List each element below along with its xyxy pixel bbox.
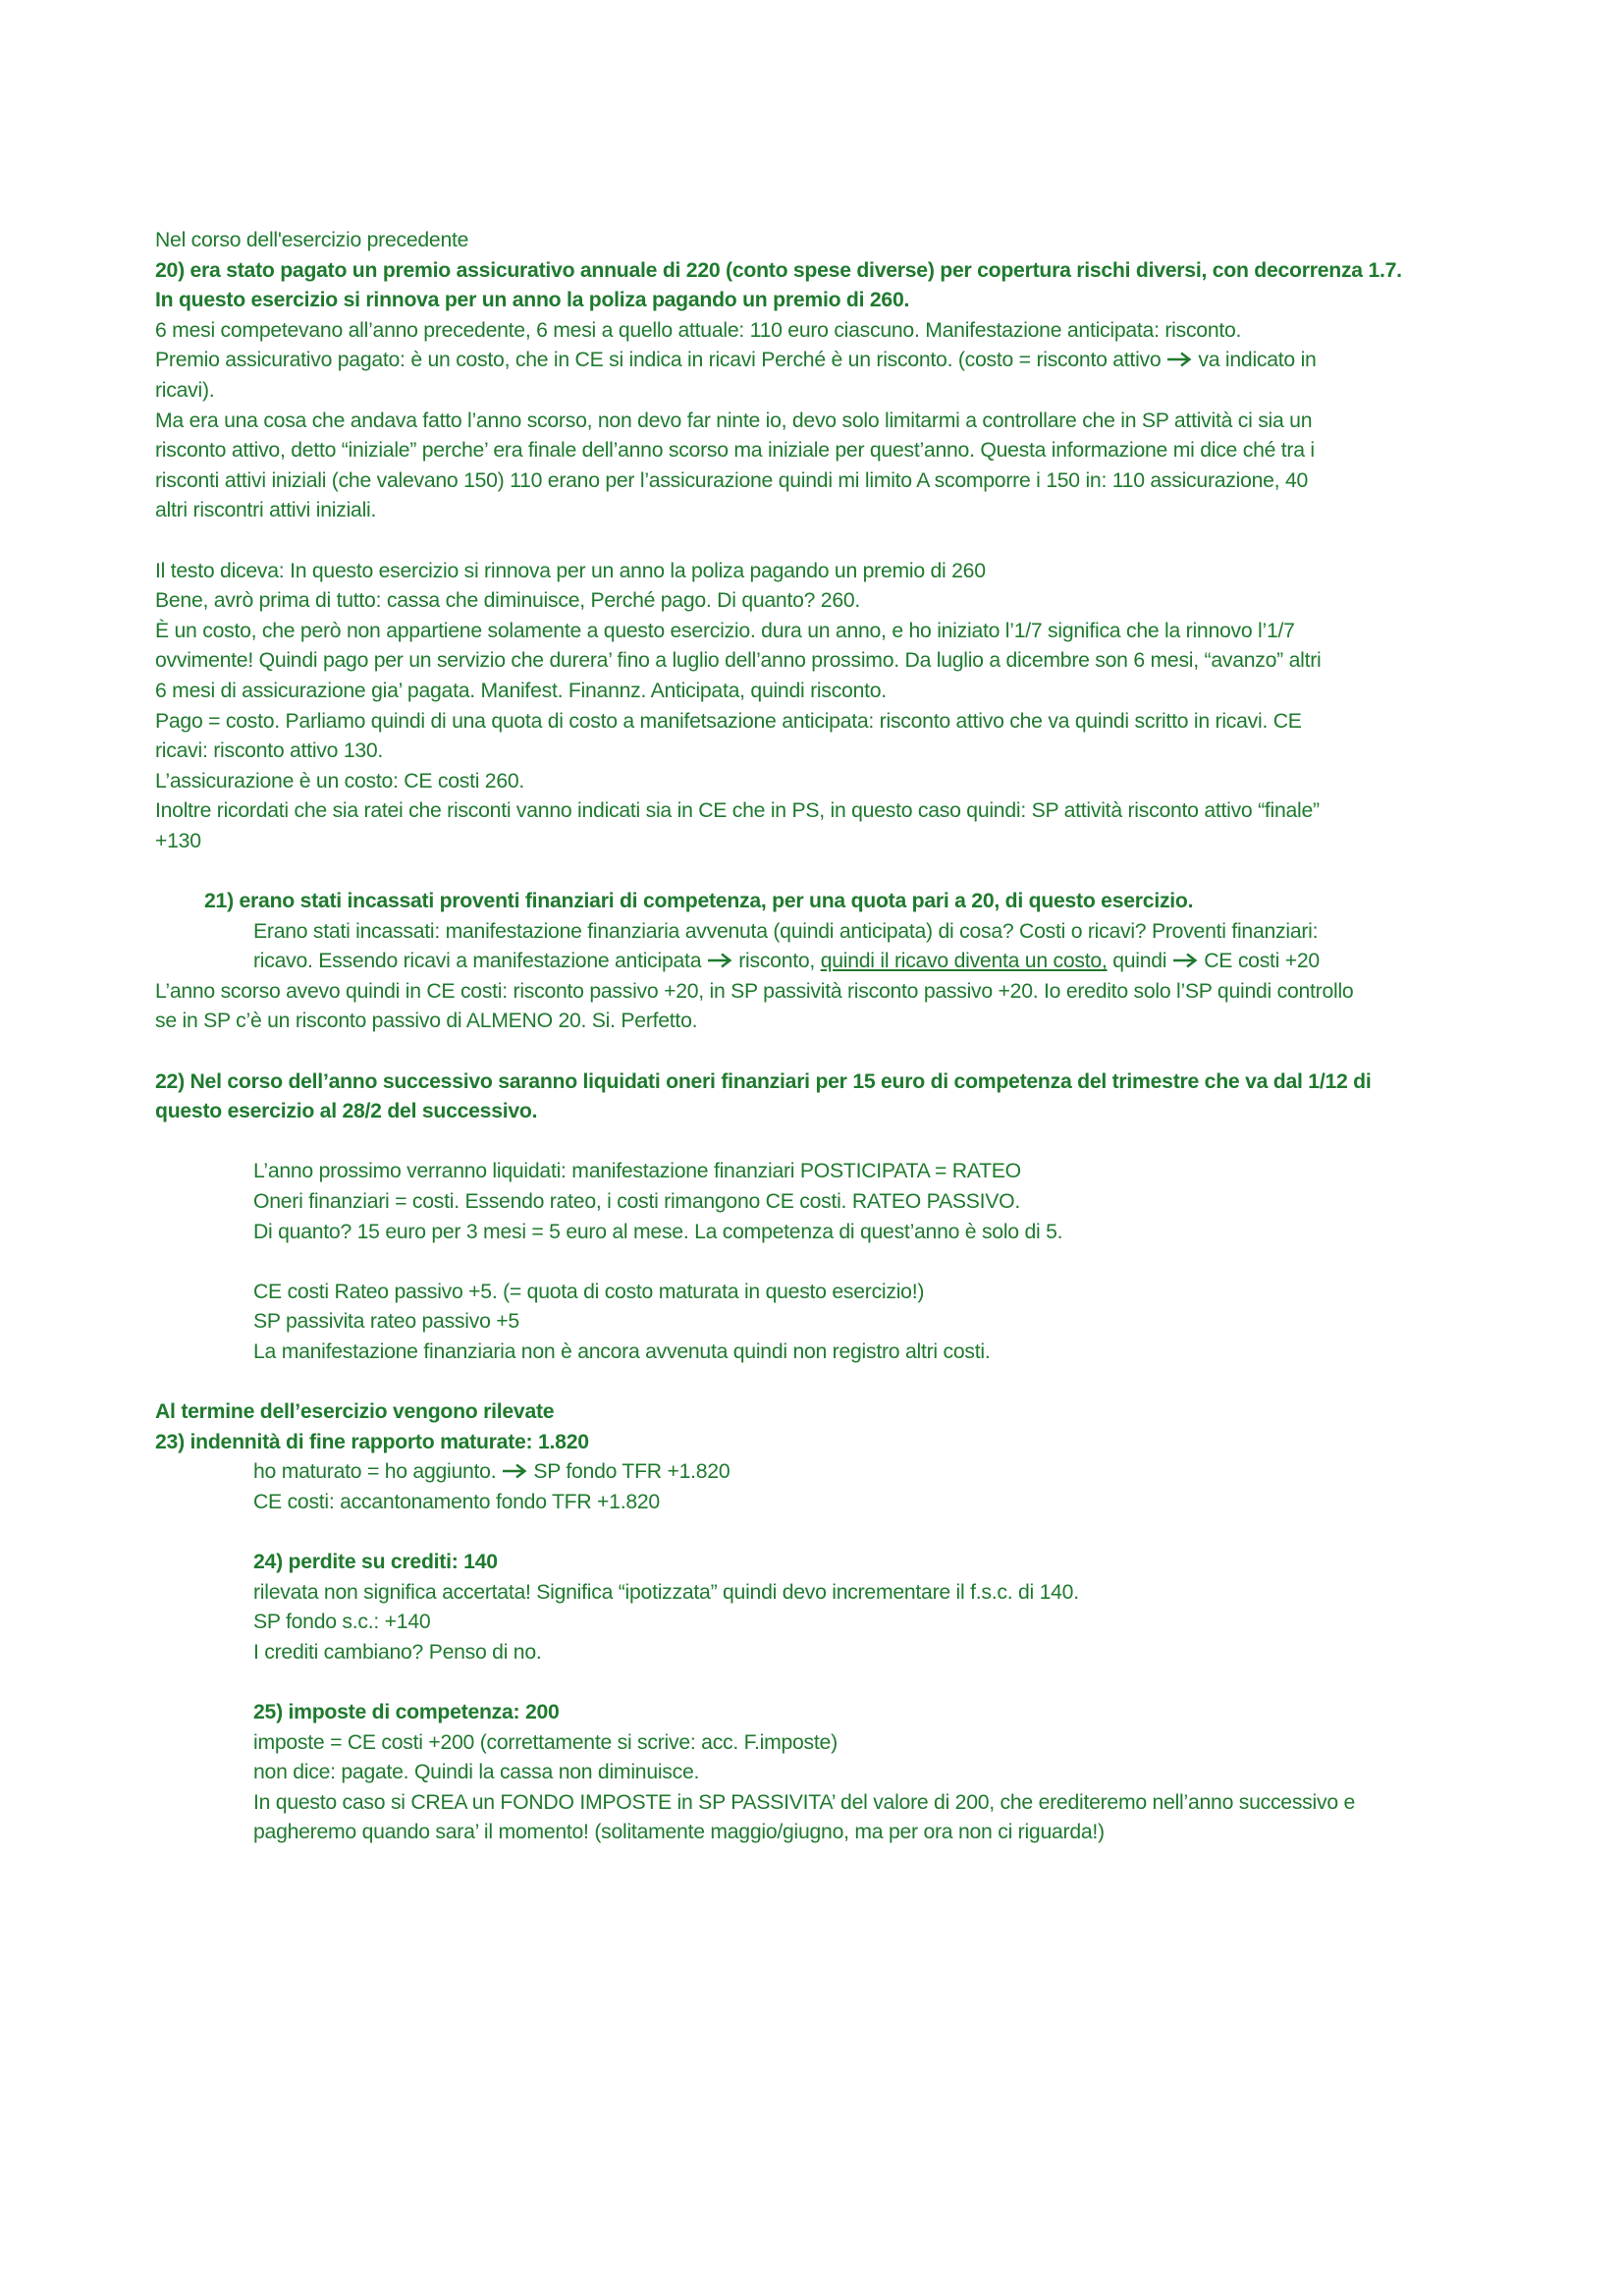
section-20-title-line-1: 20) era stato pagato un premio assicurativo annuale di 220 (conto spese diverse) per copertura rischi diversi, con decorrenza 1.7.: [155, 258, 1402, 282]
section-20-text-line: risconti attivi iniziali (che valevano 150) 110 erano per l’assicurazione quindi mi limito A scomporre i 150 in: 110 assicurazione, 40: [155, 468, 1309, 492]
section-22-text-line: SP passivita rateo passivo +5: [253, 1310, 519, 1334]
text-fragment: risconto,: [738, 950, 816, 973]
testo-text-line: 6 mesi di assicurazione gia’ pagata. Manifest. Finannz. Anticipata, quindi risconto.: [155, 679, 887, 702]
section-20-intro: Nel corso dell'esercizio precedente: [155, 229, 469, 251]
text-fragment: SP fondo TFR +1.820: [533, 1460, 730, 1484]
section-22-title-line-2: questo esercizio al 28/2 del successivo.: [155, 1100, 538, 1123]
section-22-text-line: Di quanto? 15 euro per 3 mesi = 5 euro al mese. La competenza di quest’anno è solo di 5.: [253, 1220, 1063, 1243]
spacer: [155, 1668, 1500, 1699]
section-21-text-line: Erano stati incassati: manifestazione finanziaria avvenuta (quindi anticipata) di cosa? Costi o ricavi? Proventi finanziari:: [253, 919, 1319, 943]
testo-text-line: +130: [155, 829, 201, 852]
section-20-text-line: [155, 346, 1500, 376]
spacer: [155, 1127, 1500, 1158]
section-20-title-line-2: In questo esercizio si rinnova per un anno la poliza pagando un premio di 260.: [155, 289, 910, 312]
text-fragment: ho maturato = ho aggiunto.: [253, 1460, 497, 1484]
text-fragment: va indicato in: [1198, 349, 1317, 372]
document-body: [155, 226, 1500, 1848]
section-21-title: 21) erano stati incassati proventi finanziari di competenza, per una quota pari a 20, di questo esercizio.: [204, 890, 1194, 913]
section-22-title-line-1: 22) Nel corso dell’anno successivo saranno liquidati oneri finanziari per 15 euro di competenza del trimestre che va dal 1/12 di: [155, 1069, 1372, 1093]
section-20-text-line: ricavi).: [155, 378, 215, 402]
section-24-text-line: I crediti cambiano? Penso di no.: [253, 1640, 542, 1664]
text-fragment: ricavo. Essendo ricavi a manifestazione anticipata: [253, 950, 702, 973]
testo-text-line: È un costo, che però non appartiene solamente a questo esercizio. dura un anno, e ho iniziato l’1/7 significa che la rinnovo l’1/7: [155, 619, 1295, 642]
arrow-right-icon: [1172, 953, 1198, 968]
testo-text-line: ricavi: risconto attivo 130.: [155, 739, 384, 763]
section-22-text-line: L’anno prossimo verranno liquidati: manifestazione finanziari POSTICIPATA = RATEO: [253, 1160, 1021, 1183]
testo-text-line: ovvimente! Quindi pago per un servizio che durera’ fino a luglio dell’anno prossimo. Da luglio a dicembre son 6 mesi, “avanzo” altri: [155, 649, 1322, 673]
section-20-text-line: Ma era una cosa che andava fatto l’anno scorso, non devo far ninte io, devo solo limitarmi a controllare che in SP attività ci sia un: [155, 409, 1313, 432]
spacer: [155, 526, 1500, 557]
spacer: [155, 856, 1500, 887]
testo-text-line: Il testo diceva: In questo esercizio si rinnova per un anno la poliza pagando un premio di 260: [155, 559, 986, 582]
section-25-text-line: In questo caso si CREA un FONDO IMPOSTE in SP PASSIVITA’ del valore di 200, che erediteremo nell’anno successivo e: [253, 1790, 1356, 1814]
section-25-text-line: pagheremo quando sara’ il momento! (solitamente maggio/giugno, ma per ora non ci riguarda!): [253, 1821, 1105, 1844]
testo-text-line: Pago = costo. Parliamo quindi di una quota di costo a manifetsazione anticipata: risconto attivo che va quindi scritto in ricavi. CE: [155, 709, 1302, 733]
spacer: [155, 1037, 1500, 1067]
section-23-text-line: CE costi: accantonamento fondo TFR +1.820: [253, 1490, 660, 1513]
section-22-text-line: La manifestazione finanziaria non è ancora avvenuta quindi non registro altri costi.: [253, 1339, 991, 1363]
section-22-text-line: Oneri finanziari = costi. Essendo rateo, i costi rimangono CE costi. RATEO PASSIVO.: [253, 1190, 1020, 1213]
underlined-text: quindi il ricavo diventa un costo,: [820, 950, 1108, 973]
section-24-text-line: rilevata non significa accertata! Significa “ipotizzata” quindi devo incrementare il f.s.c. di 140.: [253, 1580, 1079, 1604]
text-fragment: quindi: [1112, 950, 1167, 973]
spacer: [155, 1518, 1500, 1549]
arrow-right-icon: [1166, 352, 1192, 367]
section-20-text-line: altri riscontri attivi iniziali.: [155, 499, 377, 522]
spacer: [155, 1368, 1500, 1398]
spacer: [155, 1247, 1500, 1278]
section-25-text-line: imposte = CE costi +200 (correttamente si scrive: acc. F.imposte): [253, 1730, 838, 1754]
testo-text-line: Bene, avrò prima di tutto: cassa che diminuisce, Perché pago. Di quanto? 260.: [155, 589, 861, 613]
testo-text-line: L’assicurazione è un costo: CE costi 260.: [155, 769, 525, 793]
section-22-text-line: CE costi Rateo passivo +5. (= quota di costo maturata in questo esercizio!): [253, 1280, 925, 1303]
section-21-text-line: L’anno scorso avevo quindi in CE costi: risconto passivo +20, in SP passività risconto passivo +20. Io eredito solo l’SP quindi controllo: [155, 979, 1354, 1003]
text-fragment: CE costi +20: [1204, 950, 1320, 973]
section-24-title: 24) perdite su crediti: 140: [253, 1551, 498, 1574]
testo-text-line: Inoltre ricordati che sia ratei che risconti vanno indicati sia in CE che in PS, in questo caso quindi: SP attività risconto attivo “finale”: [155, 799, 1320, 823]
section-23-title: 23) indennità di fine rapporto maturate: 1.820: [155, 1430, 589, 1453]
text-fragment: Premio assicurativo pagato: è un costo, che in CE si indica in ricavi Perché è un risconto. (costo = risconto attivo: [155, 349, 1162, 372]
section-23-text-line: [253, 1457, 1500, 1488]
section-25-text-line: non dice: pagate. Quindi la cassa non diminuisce.: [253, 1761, 700, 1784]
section-20-text-line: risconto attivo, detto “iniziale” perche’ era finale dell’anno scorso ma iniziale per quest’anno. Questa informazione mi dice ché tra i: [155, 439, 1315, 463]
section-23-intro: Al termine dell’esercizio vengono rilevate: [155, 1400, 555, 1424]
arrow-right-icon: [502, 1463, 527, 1479]
section-21-text-line: se in SP c’è un risconto passivo di ALMENO 20. Si. Perfetto.: [155, 1010, 698, 1033]
section-25-title: 25) imposte di competenza: 200: [253, 1701, 560, 1724]
section-21-text-line: [253, 947, 1500, 977]
arrow-right-icon: [707, 953, 732, 968]
section-20-text-line: 6 mesi competevano all’anno precedente, 6 mesi a quello attuale: 110 euro ciascuno. Manifestazione anticipata: risconto.: [155, 318, 1242, 342]
section-24-text-line: SP fondo s.c.: +140: [253, 1611, 431, 1634]
